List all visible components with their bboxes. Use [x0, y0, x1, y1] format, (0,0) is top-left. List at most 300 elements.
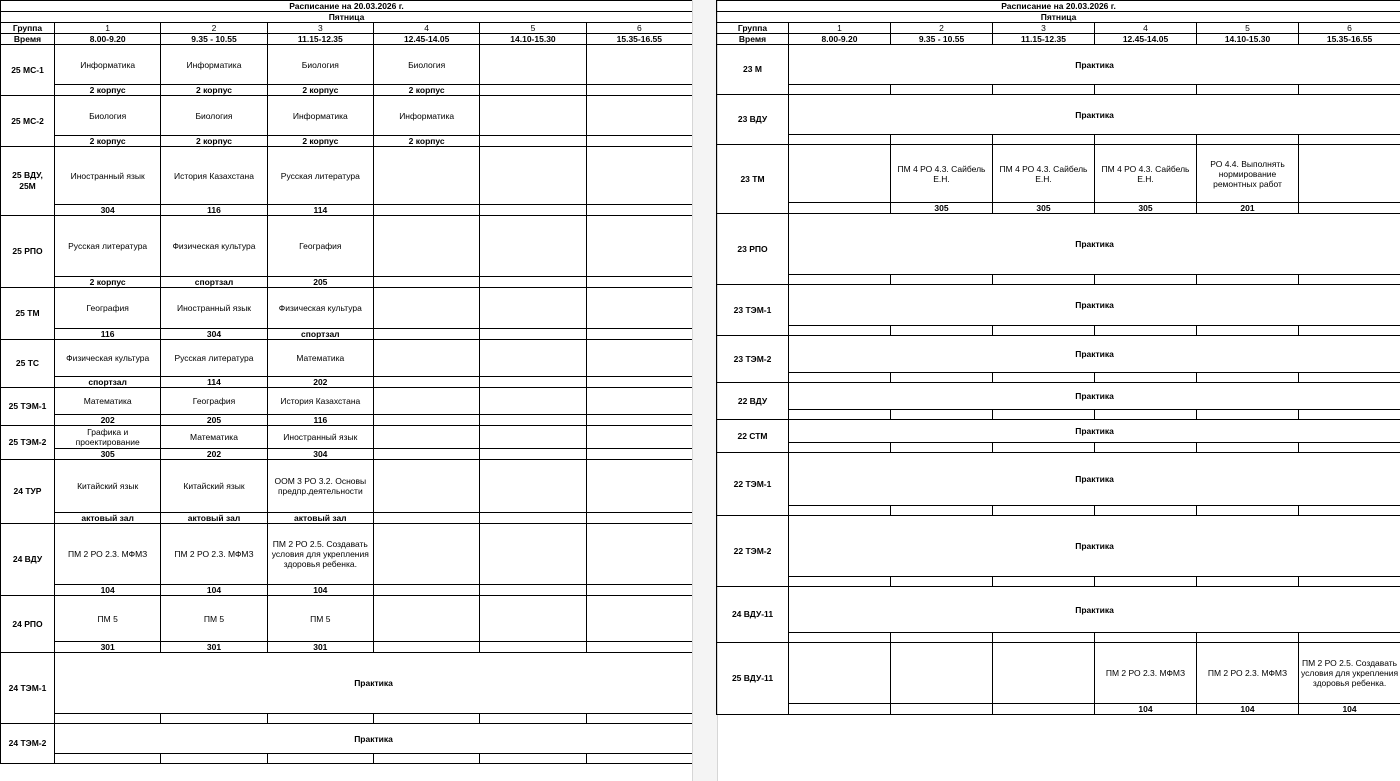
pair-time: 12.45-14.05 — [1095, 34, 1197, 45]
room-cell — [993, 326, 1095, 336]
room-cell — [373, 329, 479, 340]
room-row — [1, 449, 693, 460]
subject-cell — [586, 388, 692, 415]
room-row — [717, 203, 1400, 214]
room-cell — [993, 373, 1095, 383]
group-row — [717, 587, 1400, 633]
subject-cell: ПМ 2 РО 2.5. Создавать условия для укрепления здоровья ребенка. — [267, 524, 373, 585]
day-of-week: Пятница — [717, 12, 1400, 23]
pair-time: 14.10-15.30 — [1197, 34, 1299, 45]
room-cell — [1299, 443, 1400, 453]
room-cell — [789, 85, 891, 95]
room-cell — [891, 704, 993, 715]
room-cell — [1197, 410, 1299, 420]
pair-number: 4 — [373, 23, 479, 34]
subject-cell — [373, 426, 479, 449]
room-cell — [789, 443, 891, 453]
room-cell: спортзал — [267, 329, 373, 340]
subject-cell — [480, 216, 586, 277]
subject-cell — [480, 596, 586, 642]
subject-cell: ПМ 2 РО 2.3. МФМЗ — [1197, 643, 1299, 704]
room-cell: 2 корпус — [161, 136, 267, 147]
group-row — [717, 516, 1400, 577]
room-cell: 301 — [267, 642, 373, 653]
subject-cell: ПМ 4 РО 4.3. Сайбель Е.Н. — [993, 145, 1095, 203]
room-cell — [480, 513, 586, 524]
subject-cell: ПМ 4 РО 4.3. Сайбель Е.Н. — [891, 145, 993, 203]
room-cell — [480, 277, 586, 288]
room-row — [1, 329, 693, 340]
room-cell — [789, 326, 891, 336]
room-cell — [993, 633, 1095, 643]
group-header: Группа — [717, 23, 789, 34]
subject-cell — [586, 288, 692, 329]
subject-cell: Математика — [161, 426, 267, 449]
subject-cell — [586, 147, 692, 205]
room-cell — [373, 642, 479, 653]
group-name: 25 РПО — [1, 216, 55, 288]
room-cell: 205 — [267, 277, 373, 288]
subject-cell — [373, 388, 479, 415]
practice-label: Практика — [55, 653, 693, 714]
room-cell: 2 корпус — [161, 85, 267, 96]
subject-cell: РО 4.4. Выполнять нормирование ремонтных работ — [1197, 145, 1299, 203]
subject-cell: Биология — [267, 45, 373, 85]
room-cell — [586, 585, 692, 596]
group-row — [1, 724, 693, 754]
subject-cell: История Казахстана — [161, 147, 267, 205]
subject-cell — [789, 145, 891, 203]
room-cell: 2 корпус — [373, 85, 479, 96]
group-name: 25 ТС — [1, 340, 55, 388]
room-cell: 114 — [161, 377, 267, 388]
group-row — [717, 420, 1400, 443]
room-cell: актовый зал — [55, 513, 161, 524]
subject-cell — [373, 147, 479, 205]
room-cell — [373, 415, 479, 426]
subject-cell: Физическая культура — [267, 288, 373, 329]
group-name: 22 СТМ — [717, 420, 789, 453]
group-name: 25 ТЭМ-2 — [1, 426, 55, 460]
group-name: 23 ТЭМ-1 — [717, 285, 789, 336]
room-cell — [993, 85, 1095, 95]
room-cell — [586, 136, 692, 147]
group-name: 25 ТМ — [1, 288, 55, 340]
practice-label: Практика — [55, 724, 693, 754]
pair-time: 11.15-12.35 — [993, 34, 1095, 45]
group-row — [1, 653, 693, 714]
room-cell — [1095, 577, 1197, 587]
room-cell — [373, 377, 479, 388]
room-cell — [1095, 410, 1197, 420]
group-name: 24 ТЭМ-1 — [1, 653, 55, 724]
room-cell — [1095, 506, 1197, 516]
room-cell — [789, 704, 891, 715]
room-row — [717, 373, 1400, 383]
subject-cell — [480, 426, 586, 449]
room-cell — [1299, 203, 1400, 214]
pair-time: 14.10-15.30 — [480, 34, 586, 45]
subject-cell — [480, 388, 586, 415]
subject-cell — [480, 96, 586, 136]
room-cell — [480, 714, 586, 724]
room-cell — [586, 329, 692, 340]
room-cell: 304 — [55, 205, 161, 216]
subject-cell: Графика и проектирование — [55, 426, 161, 449]
room-cell — [267, 754, 373, 764]
room-cell — [891, 275, 993, 285]
subject-cell — [586, 524, 692, 585]
time-header: Время — [1, 34, 55, 45]
subject-cell — [480, 460, 586, 513]
group-row — [717, 383, 1400, 410]
room-cell: 305 — [55, 449, 161, 460]
subject-cell: Физическая культура — [161, 216, 267, 277]
room-cell — [891, 577, 993, 587]
group-row — [717, 95, 1400, 135]
subject-cell: ПМ 5 — [161, 596, 267, 642]
pair-number: 4 — [1095, 23, 1197, 34]
room-cell — [1299, 85, 1400, 95]
room-cell — [480, 136, 586, 147]
group-row — [1, 460, 693, 513]
room-cell — [1197, 443, 1299, 453]
room-cell — [1299, 577, 1400, 587]
room-cell — [480, 415, 586, 426]
room-cell — [1197, 85, 1299, 95]
room-cell: актовый зал — [161, 513, 267, 524]
room-cell — [789, 410, 891, 420]
subject-cell: География — [267, 216, 373, 277]
room-cell: 304 — [267, 449, 373, 460]
subject-cell — [373, 460, 479, 513]
pair-number: 2 — [161, 23, 267, 34]
group-name: 23 М — [717, 45, 789, 95]
group-name: 24 ВДУ-11 — [717, 587, 789, 643]
room-row — [1, 513, 693, 524]
room-row — [717, 506, 1400, 516]
room-cell — [373, 585, 479, 596]
group-row — [1, 524, 693, 585]
subject-cell: Математика — [267, 340, 373, 377]
practice-label: Практика — [789, 383, 1400, 410]
room-cell: 104 — [1299, 704, 1400, 715]
room-cell — [1197, 135, 1299, 145]
room-cell — [993, 577, 1095, 587]
pair-number: 6 — [586, 23, 692, 34]
subject-cell — [586, 596, 692, 642]
subject-cell: Иностранный язык — [55, 147, 161, 205]
room-row — [1, 585, 693, 596]
room-cell — [789, 506, 891, 516]
room-cell — [1095, 326, 1197, 336]
subject-cell: ПМ 2 РО 2.3. МФМЗ — [55, 524, 161, 585]
room-cell: 305 — [891, 203, 993, 214]
room-row — [717, 326, 1400, 336]
room-cell — [1299, 326, 1400, 336]
day-of-week: Пятница — [1, 12, 693, 23]
room-cell — [373, 513, 479, 524]
group-name: 25 ВДУ-11 — [717, 643, 789, 715]
subject-cell — [586, 216, 692, 277]
room-cell: 2 корпус — [267, 136, 373, 147]
subject-cell: География — [161, 388, 267, 415]
room-cell — [1095, 373, 1197, 383]
room-cell — [1095, 443, 1197, 453]
room-cell — [789, 373, 891, 383]
pair-number: 1 — [55, 23, 161, 34]
subject-cell — [373, 524, 479, 585]
room-cell — [789, 275, 891, 285]
subject-cell — [480, 340, 586, 377]
subject-cell — [1299, 145, 1400, 203]
pair-time: 11.15-12.35 — [267, 34, 373, 45]
room-cell — [1299, 410, 1400, 420]
group-row — [717, 145, 1400, 203]
room-cell: 2 корпус — [267, 85, 373, 96]
room-row — [1, 205, 693, 216]
room-cell — [1197, 275, 1299, 285]
subject-cell: Русская литература — [161, 340, 267, 377]
room-cell — [1299, 373, 1400, 383]
room-cell: 305 — [993, 203, 1095, 214]
practice-label: Практика — [789, 214, 1400, 275]
room-cell: 104 — [1197, 704, 1299, 715]
room-cell — [1197, 326, 1299, 336]
room-cell: 116 — [161, 205, 267, 216]
subject-cell: Информатика — [267, 96, 373, 136]
room-row — [1, 754, 693, 764]
group-name: 25 МС-1 — [1, 45, 55, 96]
room-row — [717, 443, 1400, 453]
room-cell — [993, 506, 1095, 516]
subject-cell: Китайский язык — [161, 460, 267, 513]
schedule-sheet-left — [0, 0, 692, 764]
room-cell — [55, 714, 161, 724]
room-cell: спортзал — [161, 277, 267, 288]
group-row — [717, 214, 1400, 275]
schedule-table — [716, 0, 1400, 715]
room-cell: 114 — [267, 205, 373, 216]
group-row — [1, 216, 693, 277]
schedule-table — [0, 0, 693, 764]
subject-cell: Биология — [55, 96, 161, 136]
room-cell — [891, 85, 993, 95]
subject-cell — [373, 216, 479, 277]
subject-cell — [373, 288, 479, 329]
room-cell — [891, 135, 993, 145]
room-cell: 301 — [55, 642, 161, 653]
pair-number: 1 — [789, 23, 891, 34]
practice-label: Практика — [789, 336, 1400, 373]
subject-cell: Математика — [55, 388, 161, 415]
room-cell — [586, 415, 692, 426]
subject-cell: Информатика — [161, 45, 267, 85]
room-cell — [1197, 373, 1299, 383]
group-name: 23 РПО — [717, 214, 789, 285]
pair-number: 5 — [1197, 23, 1299, 34]
group-row — [1, 340, 693, 377]
room-cell — [1095, 275, 1197, 285]
room-cell — [789, 577, 891, 587]
room-cell — [993, 275, 1095, 285]
subject-cell — [480, 524, 586, 585]
room-cell — [993, 135, 1095, 145]
room-cell — [373, 714, 479, 724]
group-name: 25 ТЭМ-1 — [1, 388, 55, 426]
room-cell — [993, 704, 1095, 715]
pair-time: 8.00-9.20 — [789, 34, 891, 45]
room-cell: 301 — [161, 642, 267, 653]
time-header: Время — [717, 34, 789, 45]
subject-cell: Китайский язык — [55, 460, 161, 513]
subject-cell: Физическая культура — [55, 340, 161, 377]
room-cell — [993, 443, 1095, 453]
room-cell — [373, 449, 479, 460]
subject-cell: ПМ 2 РО 2.3. МФМЗ — [161, 524, 267, 585]
room-cell — [586, 754, 692, 764]
room-cell: 305 — [1095, 203, 1197, 214]
room-cell: 202 — [55, 415, 161, 426]
group-name: 24 ТЭМ-2 — [1, 724, 55, 764]
subject-cell — [373, 596, 479, 642]
room-cell — [586, 714, 692, 724]
pair-number: 3 — [267, 23, 373, 34]
room-cell: актовый зал — [267, 513, 373, 524]
pair-time: 9.35 - 10.55 — [891, 34, 993, 45]
room-cell: 116 — [55, 329, 161, 340]
room-row — [717, 633, 1400, 643]
group-name: 23 ВДУ — [717, 95, 789, 145]
room-cell: 2 корпус — [55, 85, 161, 96]
subject-cell — [586, 426, 692, 449]
group-name: 22 ТЭМ-1 — [717, 453, 789, 516]
group-name: 23 ТМ — [717, 145, 789, 214]
subject-cell: Информатика — [55, 45, 161, 85]
group-name: 25 ВДУ, 25М — [1, 147, 55, 216]
pair-time: 9.35 - 10.55 — [161, 34, 267, 45]
room-cell — [789, 135, 891, 145]
pair-number: 5 — [480, 23, 586, 34]
room-cell — [891, 326, 993, 336]
room-cell — [789, 203, 891, 214]
room-cell — [373, 754, 479, 764]
room-cell: 2 корпус — [55, 277, 161, 288]
schedule-title: Расписание на 20.03.2026 г. — [1, 1, 693, 12]
subject-cell — [789, 643, 891, 704]
room-cell: 205 — [161, 415, 267, 426]
room-cell — [891, 410, 993, 420]
room-cell — [480, 754, 586, 764]
group-row — [1, 96, 693, 136]
room-cell — [480, 85, 586, 96]
subject-cell: Информатика — [373, 96, 479, 136]
room-cell — [480, 449, 586, 460]
room-cell — [1299, 633, 1400, 643]
pair-number: 2 — [891, 23, 993, 34]
room-cell — [55, 754, 161, 764]
room-cell: 104 — [1095, 704, 1197, 715]
room-cell — [480, 642, 586, 653]
subject-cell: ПМ 5 — [267, 596, 373, 642]
room-cell — [891, 506, 993, 516]
room-cell — [480, 585, 586, 596]
group-row — [1, 45, 693, 85]
room-cell — [1095, 85, 1197, 95]
room-cell: 116 — [267, 415, 373, 426]
subject-cell: География — [55, 288, 161, 329]
room-row — [717, 85, 1400, 95]
room-cell — [267, 714, 373, 724]
subject-cell: ПМ 5 — [55, 596, 161, 642]
pair-time: 15.35-16.55 — [1299, 34, 1400, 45]
subject-cell — [480, 288, 586, 329]
subject-cell: Биология — [161, 96, 267, 136]
room-cell — [161, 754, 267, 764]
room-cell — [586, 277, 692, 288]
room-cell — [1197, 577, 1299, 587]
room-cell: 2 корпус — [55, 136, 161, 147]
room-cell: 104 — [267, 585, 373, 596]
pair-time: 12.45-14.05 — [373, 34, 479, 45]
subject-cell — [586, 340, 692, 377]
subject-cell: ООМ 3 РО 3.2. Основы предпр.деятельности — [267, 460, 373, 513]
subject-cell — [586, 460, 692, 513]
group-name: 23 ТЭМ-2 — [717, 336, 789, 383]
room-row — [1, 85, 693, 96]
group-row — [717, 45, 1400, 85]
room-cell — [891, 443, 993, 453]
subject-cell — [891, 643, 993, 704]
room-row — [1, 642, 693, 653]
subject-cell — [480, 147, 586, 205]
room-row — [1, 377, 693, 388]
group-name: 25 МС-2 — [1, 96, 55, 147]
room-cell — [586, 513, 692, 524]
pair-number: 3 — [993, 23, 1095, 34]
subject-cell — [480, 45, 586, 85]
subject-cell — [373, 340, 479, 377]
practice-label: Практика — [789, 420, 1400, 443]
room-cell — [373, 205, 479, 216]
room-cell: 104 — [55, 585, 161, 596]
room-row — [1, 136, 693, 147]
room-cell — [1299, 506, 1400, 516]
subject-cell: Русская литература — [55, 216, 161, 277]
room-cell — [1095, 633, 1197, 643]
group-row — [1, 288, 693, 329]
subject-cell: ПМ 4 РО 4.3. Сайбель Е.Н. — [1095, 145, 1197, 203]
pair-time: 15.35-16.55 — [586, 34, 692, 45]
room-cell — [586, 85, 692, 96]
group-row — [717, 285, 1400, 326]
pair-number: 6 — [1299, 23, 1400, 34]
group-row — [1, 596, 693, 642]
group-name: 24 ВДУ — [1, 524, 55, 596]
subject-cell — [586, 45, 692, 85]
room-row — [1, 277, 693, 288]
room-cell — [1197, 633, 1299, 643]
room-cell — [891, 373, 993, 383]
subject-cell: ПМ 2 РО 2.3. МФМЗ — [1095, 643, 1197, 704]
room-cell — [993, 410, 1095, 420]
group-row — [1, 426, 693, 449]
group-row — [717, 643, 1400, 704]
subject-cell — [993, 643, 1095, 704]
room-row — [717, 704, 1400, 715]
subject-cell: Биология — [373, 45, 479, 85]
practice-label: Практика — [789, 453, 1400, 506]
